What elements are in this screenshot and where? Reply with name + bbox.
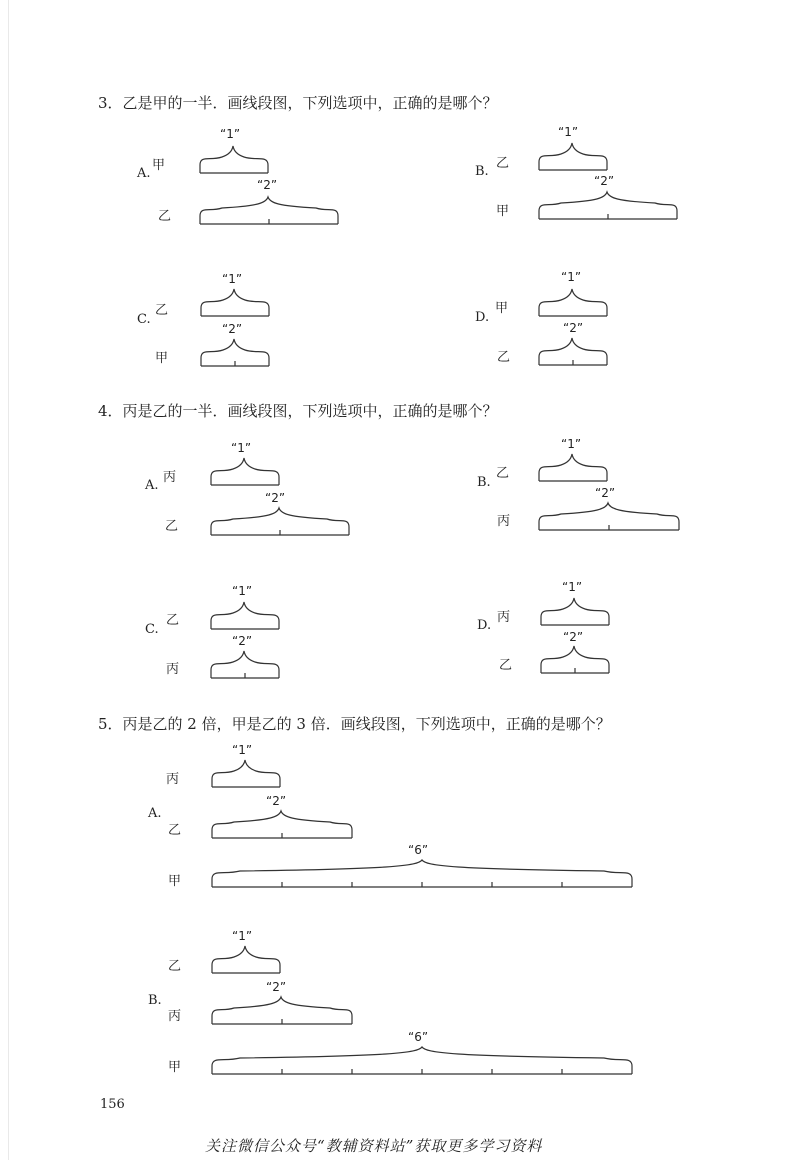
- q3-d-bottom-value: “2”: [563, 321, 584, 335]
- q4-c-segment-diagram-bottom: [209, 643, 281, 683]
- question-3-text: 3．乙是甲的一半．画线段图，下列选项中，正确的是哪个？: [98, 94, 498, 112]
- q3-b-bottom-name: 甲: [496, 204, 510, 219]
- q3-c-segment-diagram-top: [199, 281, 271, 321]
- q5-b-segment-diagram-row1: [210, 938, 282, 978]
- q3-d-bottom-name: 乙: [497, 350, 511, 365]
- q5-b-row2-value: “2”: [266, 980, 287, 994]
- q3-b-bottom-value: “2”: [594, 174, 615, 188]
- q3-a-bottom-value: “2”: [257, 178, 278, 192]
- q4-option-c-label[interactable]: C.: [145, 622, 159, 637]
- q5-option-b-label[interactable]: B.: [148, 993, 162, 1008]
- q4-b-segment-diagram-top: [537, 446, 609, 486]
- q5-a-row1-value: “1”: [232, 743, 253, 757]
- q3-b-top-name: 乙: [496, 156, 510, 171]
- q3-option-c-label[interactable]: C.: [137, 312, 151, 327]
- q3-c-top-value: “1”: [222, 272, 243, 286]
- q4-b-bottom-name: 丙: [497, 514, 511, 529]
- q3-c-segment-diagram-bottom: [199, 331, 271, 371]
- q4-d-bottom-name: 乙: [499, 658, 513, 673]
- q5-b-row1-name: 乙: [168, 959, 182, 974]
- q3-a-top-value: “1”: [220, 127, 241, 141]
- q5-a-row3-name: 甲: [168, 874, 182, 889]
- q3-a-top-name: 甲: [152, 158, 166, 173]
- q3-a-bottom-name: 乙: [158, 209, 172, 224]
- q4-a-top-value: “1”: [231, 441, 252, 455]
- q3-option-b-label[interactable]: B.: [475, 164, 489, 179]
- q5-b-segment-diagram-row2: [210, 989, 354, 1029]
- footer-promo-text: 关注微信公众号“教辅资料站”获取更多学习资料: [205, 1137, 543, 1155]
- q4-a-segment-diagram-bottom: [209, 500, 351, 540]
- q4-c-top-name: 乙: [166, 613, 180, 628]
- q5-a-segment-diagram-row3: [210, 852, 634, 892]
- q3-d-segment-diagram-top: [537, 281, 609, 321]
- q5-a-row2-value: “2”: [266, 794, 287, 808]
- q4-c-top-value: “1”: [232, 584, 253, 598]
- q4-c-bottom-value: “2”: [232, 634, 253, 648]
- q5-a-segment-diagram-row2: [210, 803, 354, 843]
- q4-d-top-value: “1”: [562, 580, 583, 594]
- q4-d-bottom-value: “2”: [563, 630, 584, 644]
- q3-c-bottom-value: “2”: [222, 322, 243, 336]
- q3-option-d-label[interactable]: D.: [475, 310, 490, 325]
- q3-option-a-label[interactable]: A.: [137, 166, 151, 181]
- q3-a-segment-diagram-bottom: [198, 189, 340, 229]
- q4-d-segment-diagram-top: [539, 590, 611, 630]
- q5-a-row2-name: 乙: [168, 823, 182, 838]
- q4-a-bottom-name: 乙: [165, 519, 179, 534]
- q3-b-segment-diagram-bottom: [537, 184, 679, 224]
- q3-b-top-value: “1”: [558, 125, 579, 139]
- q4-a-bottom-value: “2”: [265, 491, 286, 505]
- q4-option-a-label[interactable]: A.: [145, 478, 159, 493]
- q4-option-d-label[interactable]: D.: [477, 618, 492, 633]
- q4-c-bottom-name: 丙: [166, 662, 180, 677]
- q3-d-top-name: 甲: [495, 301, 509, 316]
- q5-b-segment-diagram-row3: [210, 1039, 634, 1079]
- page-edge-line: [8, 0, 9, 1160]
- q5-b-row1-value: “1”: [232, 929, 253, 943]
- q4-b-top-name: 乙: [496, 466, 510, 481]
- q4-b-segment-diagram-bottom: [537, 495, 681, 535]
- question-4-text: 4．丙是乙的一半．画线段图，下列选项中，正确的是哪个？: [98, 402, 498, 420]
- q4-d-segment-diagram-bottom: [539, 638, 611, 678]
- q3-c-top-name: 乙: [155, 303, 169, 318]
- page-number: 156: [100, 1097, 125, 1112]
- q4-d-top-name: 丙: [497, 610, 511, 625]
- q3-c-bottom-name: 甲: [155, 351, 169, 366]
- q3-d-segment-diagram-bottom: [537, 330, 609, 370]
- q4-a-top-name: 丙: [163, 470, 177, 485]
- q5-b-row2-name: 丙: [168, 1009, 182, 1024]
- q5-a-row3-value: “6”: [408, 843, 429, 857]
- q4-b-bottom-value: “2”: [595, 486, 616, 500]
- q5-a-segment-diagram-row1: [210, 752, 282, 792]
- q4-a-segment-diagram-top: [209, 450, 281, 490]
- q5-b-row3-name: 甲: [168, 1060, 182, 1075]
- question-5-text: 5．丙是乙的 2 倍，甲是乙的 3 倍．画线段图，下列选项中，正确的是哪个？: [98, 715, 611, 733]
- q5-option-a-label[interactable]: A.: [148, 806, 162, 821]
- q4-option-b-label[interactable]: B.: [477, 475, 491, 490]
- q5-b-row3-value: “6”: [408, 1030, 429, 1044]
- q4-b-top-value: “1”: [561, 437, 582, 451]
- q3-b-segment-diagram-top: [537, 135, 609, 175]
- q3-a-segment-diagram-top: [198, 138, 270, 178]
- q3-d-top-value: “1”: [561, 270, 582, 284]
- q5-a-row1-name: 丙: [166, 772, 180, 787]
- q4-c-segment-diagram-top: [209, 594, 281, 634]
